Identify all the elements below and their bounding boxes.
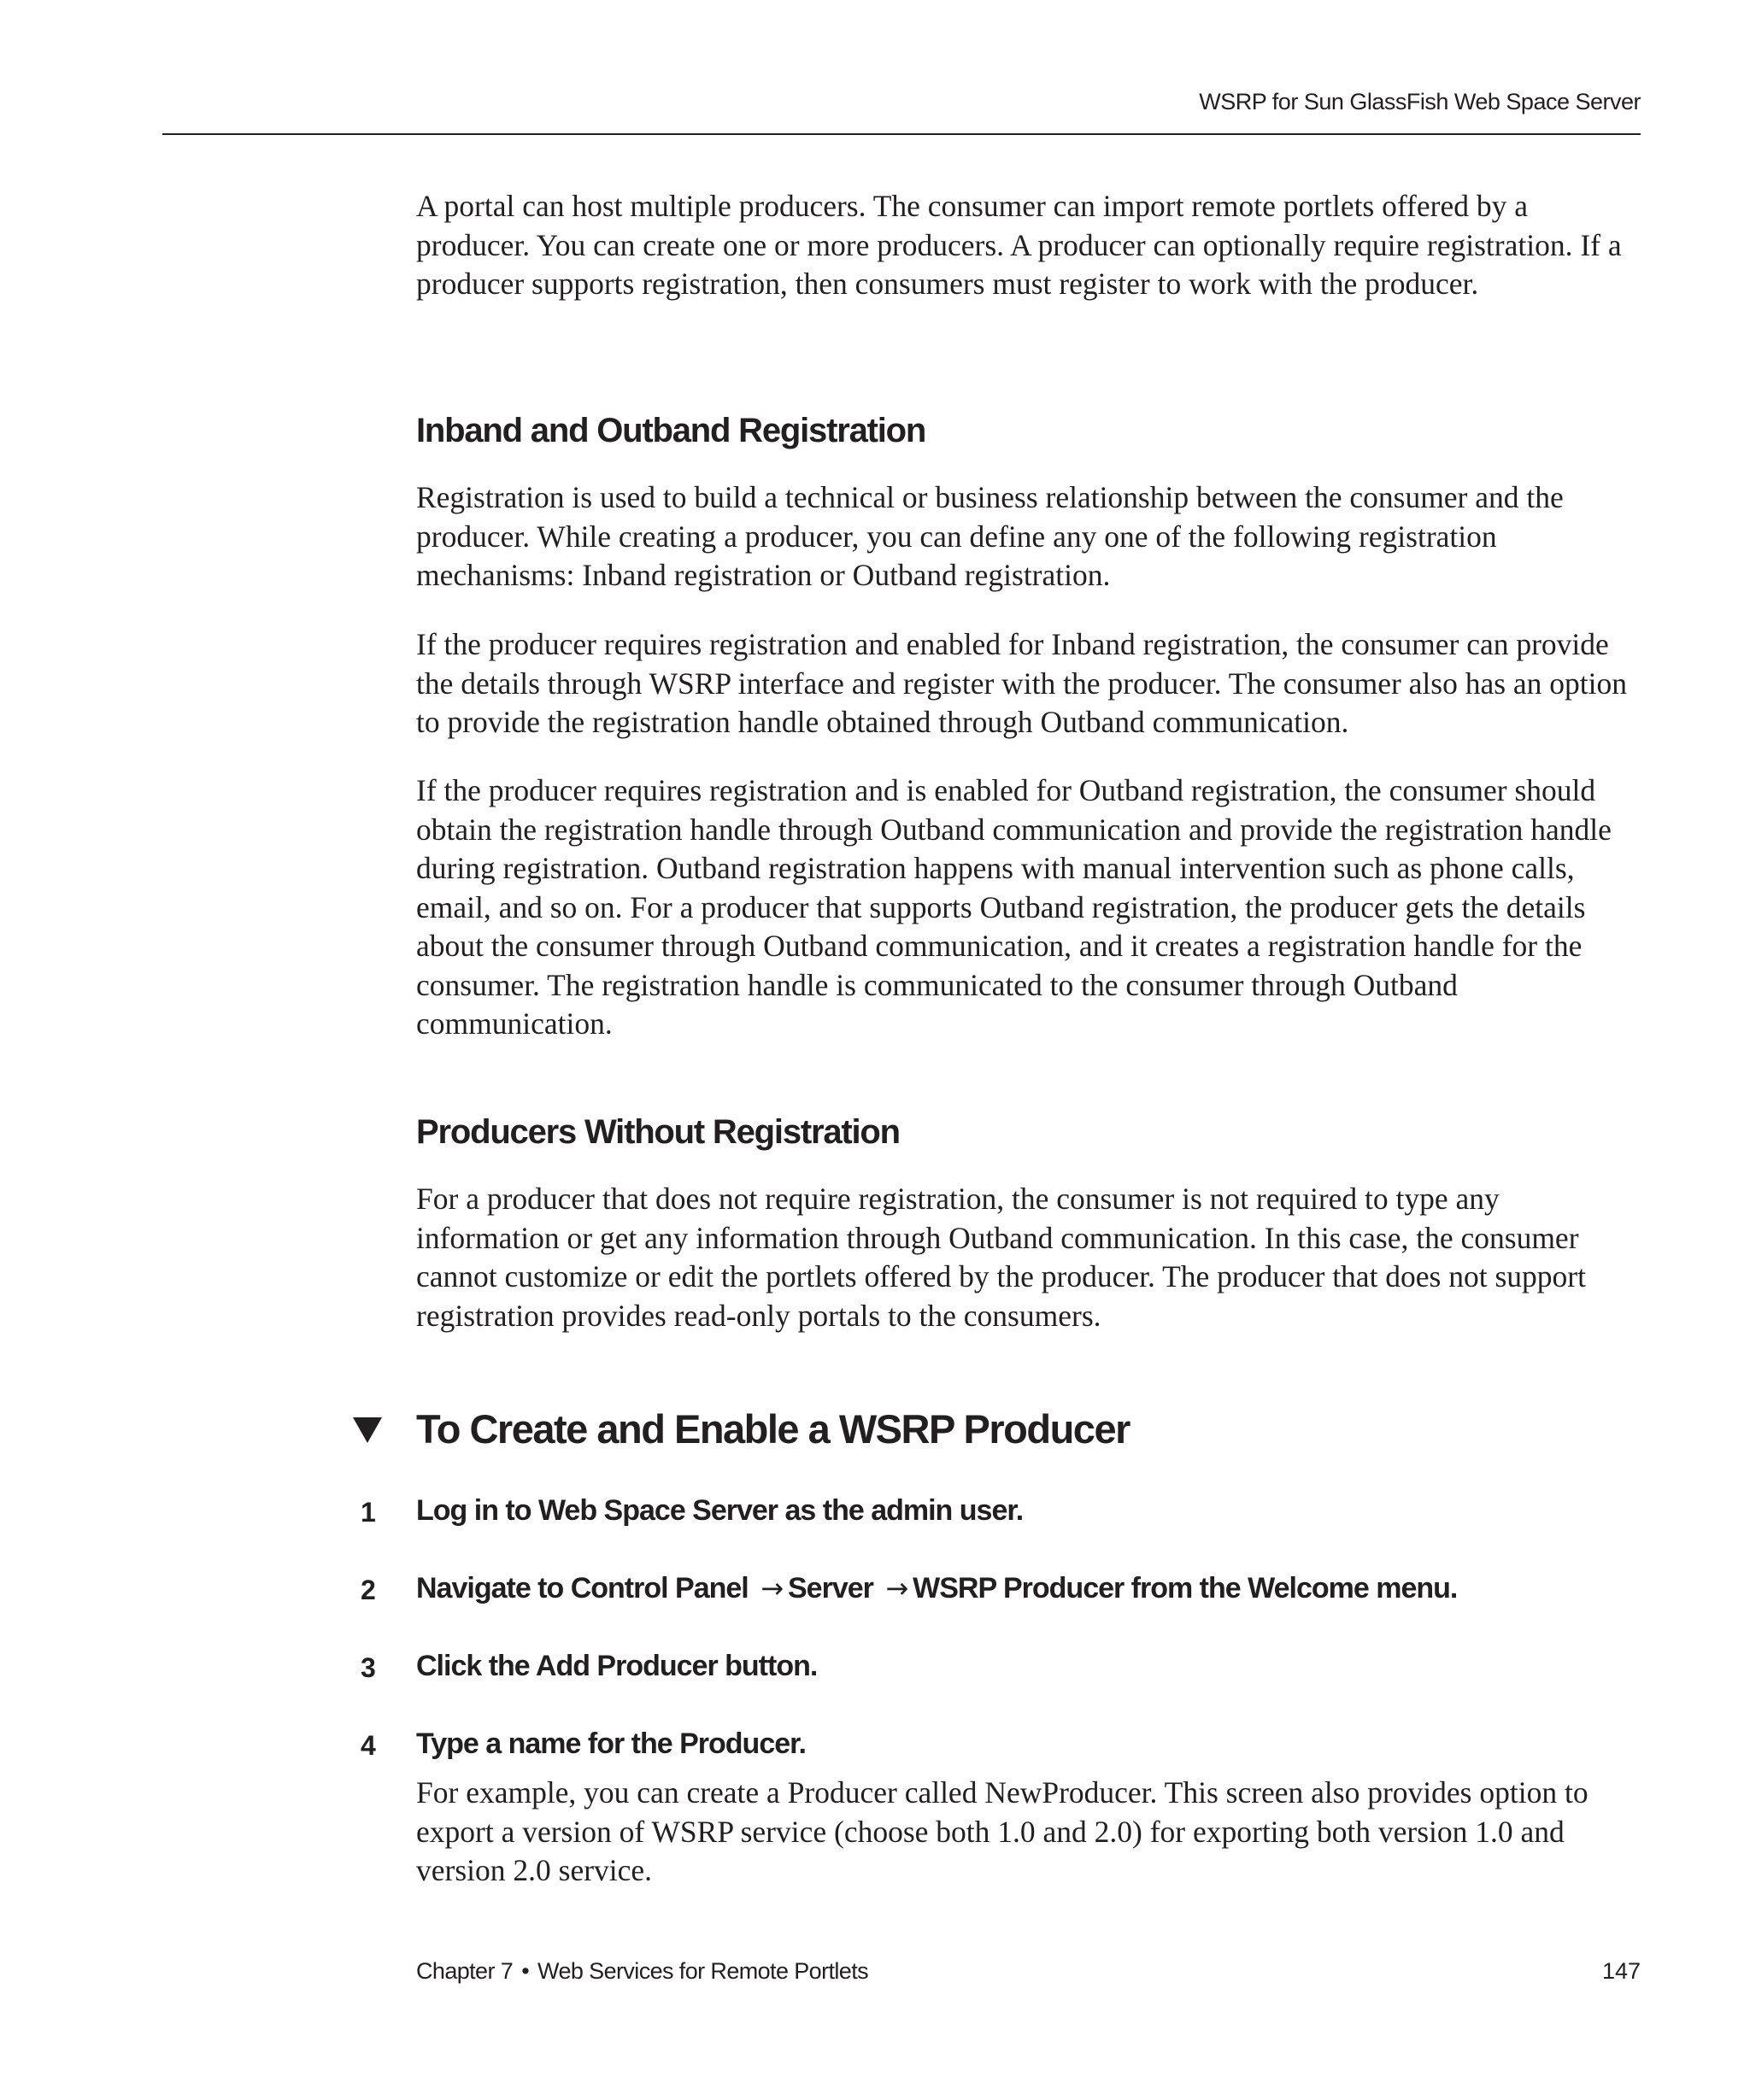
step-text-part: Navigate to Control Panel — [416, 1572, 749, 1604]
step-text-part: Server — [788, 1572, 873, 1604]
step-number: 2 — [361, 1575, 376, 1605]
right-arrow-icon: → — [760, 1572, 783, 1604]
without-registration-paragraph: For a producer that does not require registration, the consumer is not required to type any information or get any information through Outband communication. In this case, the consumer cannot customize or edit the portlets offered by the producer. The producer that does not support registration provides read-only portals to the consumers. — [416, 1182, 1586, 1333]
intro-paragraph: A portal can host multiple producers. The consumer can import remote portlets offered by a producer. You can create one or more producers. A producer can optionally require registration. If a producer supports registration, then consumers must register to work with the producer. — [416, 189, 1622, 301]
inband-paragraph-3: If the producer requires registration and is enabled for Outband registration, the consumer should obtain the registration handle through Outband communication and provide the registration handle during registration. Outband registration happens with manual intervention such as phone calls, email, and so on. For a producer that supports Outband registration, the producer gets the details about the consumer through Outband communication, and it creates a registration handle for the consumer. The registration handle is communicated to the consumer through Outband communication. — [416, 773, 1612, 1041]
right-arrow-icon: → — [885, 1572, 908, 1604]
header-rule — [162, 133, 1641, 135]
step-number: 4 — [361, 1730, 376, 1761]
page-number: 147 — [1601, 1958, 1641, 1984]
footer-bullet: • — [521, 1958, 530, 1984]
step-detail-paragraph: For example, you can create a Producer called NewProducer. This screen also provides option to export a version of WSRP service (choose both 1.0 and 2.0) for exporting both version 1.0 and version 2.0 service. — [416, 1775, 1589, 1887]
step-text: Log in to Web Space Server as the admin user. — [416, 1494, 1024, 1527]
footer-chapter — [416, 1958, 868, 1985]
step-text: Type a name for the Producer. — [416, 1728, 806, 1760]
inband-paragraph-2: If the producer requires registration and enabled for Inband registration, the consumer can provide the details through WSRP interface and register with the producer. The consumer also has an option to provide the registration handle obtained through Outband communication. — [416, 627, 1628, 739]
footer-chapter-title: Web Services for Remote Portlets — [537, 1958, 868, 1984]
step-number: 3 — [361, 1652, 376, 1683]
heading-producers-without-registration: Producers Without Registration — [416, 1113, 900, 1151]
step-text-navigate — [416, 1572, 1457, 1605]
procedure-heading: To Create and Enable a WSRP Producer — [416, 1406, 1130, 1452]
step-text-part: WSRP Producer from the Welcome menu. — [913, 1572, 1458, 1604]
footer-chapter-label: Chapter 7 — [416, 1958, 514, 1984]
triangle-down-icon — [353, 1417, 382, 1443]
running-header: WSRP for Sun GlassFish Web Space Server — [1199, 89, 1641, 114]
step-text: Click the Add Producer button. — [416, 1650, 818, 1682]
step-number: 1 — [361, 1497, 376, 1528]
inband-paragraph-1: Registration is used to build a technical or business relationship between the consumer and the producer. While creating a producer, you can define any one of the following registration mechanisms: Inband registration or Outband registration. — [416, 480, 1564, 592]
heading-inband-outband: Inband and Outband Registration — [416, 412, 926, 449]
